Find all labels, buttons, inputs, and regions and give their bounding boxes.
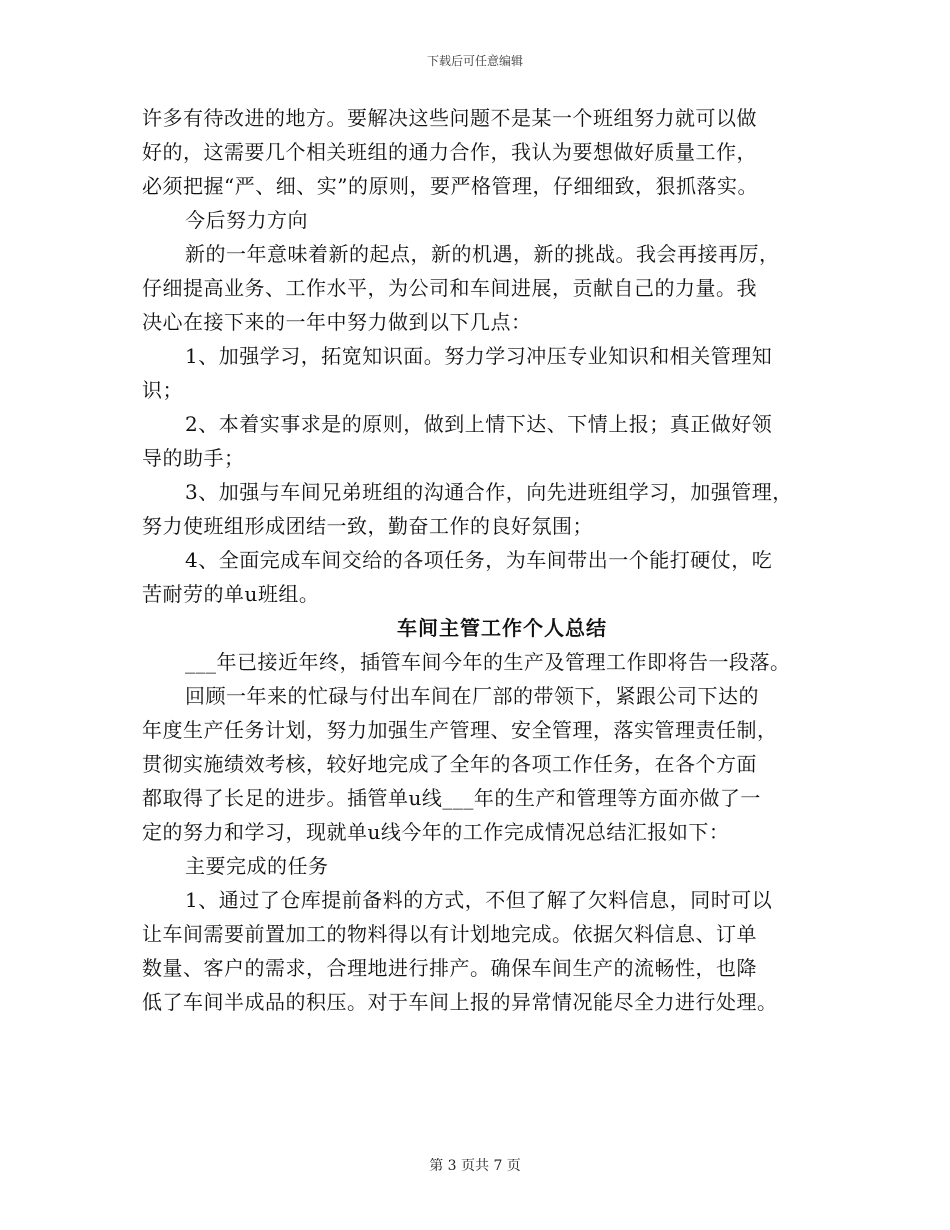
paragraph-line: 回顾一年来的忙碌与付出车间在厂部的带领下，紧跟公司下达的 <box>185 684 759 708</box>
list-item-line: 数量、客户的需求，合理地进行排产。确保车间生产的流畅性，也降 <box>142 956 757 980</box>
list-item-line: 让车间需要前置加工的物料得以有计划地完成。依据欠料信息、订单 <box>142 922 757 946</box>
paragraph-line: 定的努力和学习，现就单u线今年的工作完成情况总结汇报如下： <box>142 820 730 844</box>
section-label: 今后努力方向 <box>185 208 308 232</box>
paragraph-line: 年度生产任务计划，努力加强生产管理、安全管理，落实管理责任制， <box>142 718 778 742</box>
list-item-line: 3、加强与车间兄弟班组的沟通合作，向先进班组学习，加强管理， <box>185 480 793 504</box>
page-number: 第 3 页共 7 页 <box>429 1158 521 1174</box>
paragraph-line: 都取得了长足的进步。插管单u线___年的生产和管理等方面亦做了一 <box>142 786 761 810</box>
section-label: 主要完成的任务 <box>185 854 329 878</box>
page-header-note: 下载后可任意编辑 <box>426 54 523 68</box>
paragraph-line: 仔细提高业务、工作水平，为公司和车间进展，贡献自己的力量。我 <box>142 276 757 300</box>
document-body <box>142 101 822 1019</box>
paragraph-line: 贯彻实施绩效考核，较好地完成了全年的各项工作任务，在各个方面 <box>142 752 757 776</box>
list-item-line: 苦耐劳的单u班组。 <box>142 582 320 606</box>
list-item-line: 努力使班组形成团结一致，勤奋工作的良好氛围； <box>142 514 593 538</box>
paragraph-line: 许多有待改进的地方。要解决这些问题不是某一个班组努力就可以做 <box>142 106 757 130</box>
paragraph-line: 新的一年意味着新的起点，新的机遇，新的挑战。我会再接再厉， <box>185 242 780 266</box>
section-title: 车间主管工作个人总结 <box>397 616 607 640</box>
list-item-line: 2、本着实事求是的原则，做到上情下达、下情上报；真正做好领 <box>185 412 773 436</box>
list-item-line: 识； <box>142 378 183 402</box>
paragraph-line: ___年已接近年终，插管车间今年的生产及管理工作即将告一段落。 <box>185 650 791 674</box>
paragraph-line: 决心在接下来的一年中努力做到以下几点： <box>142 310 532 334</box>
list-item-line: 1、通过了仓库提前备料的方式，不但了解了欠料信息，同时可以 <box>185 888 773 912</box>
list-item-line: 导的助手； <box>142 446 245 470</box>
paragraph-line: 必须把握“严、细、实”的原则，要严格管理，仔细细致，狠抓落实。 <box>142 174 758 198</box>
list-item-line: 低了车间半成品的积压。对于车间上报的异常情况能尽全力进行处理。 <box>142 990 778 1014</box>
list-item-line: 1、加强学习，拓宽知识面。努力学习冲压专业知识和相关管理知 <box>185 344 773 368</box>
list-item-line: 4、全面完成车间交给的各项任务，为车间带出一个能打硬仗，吃 <box>185 548 773 572</box>
paragraph-line: 好的，这需要几个相关班组的通力合作，我认为要想做好质量工作， <box>142 140 757 164</box>
